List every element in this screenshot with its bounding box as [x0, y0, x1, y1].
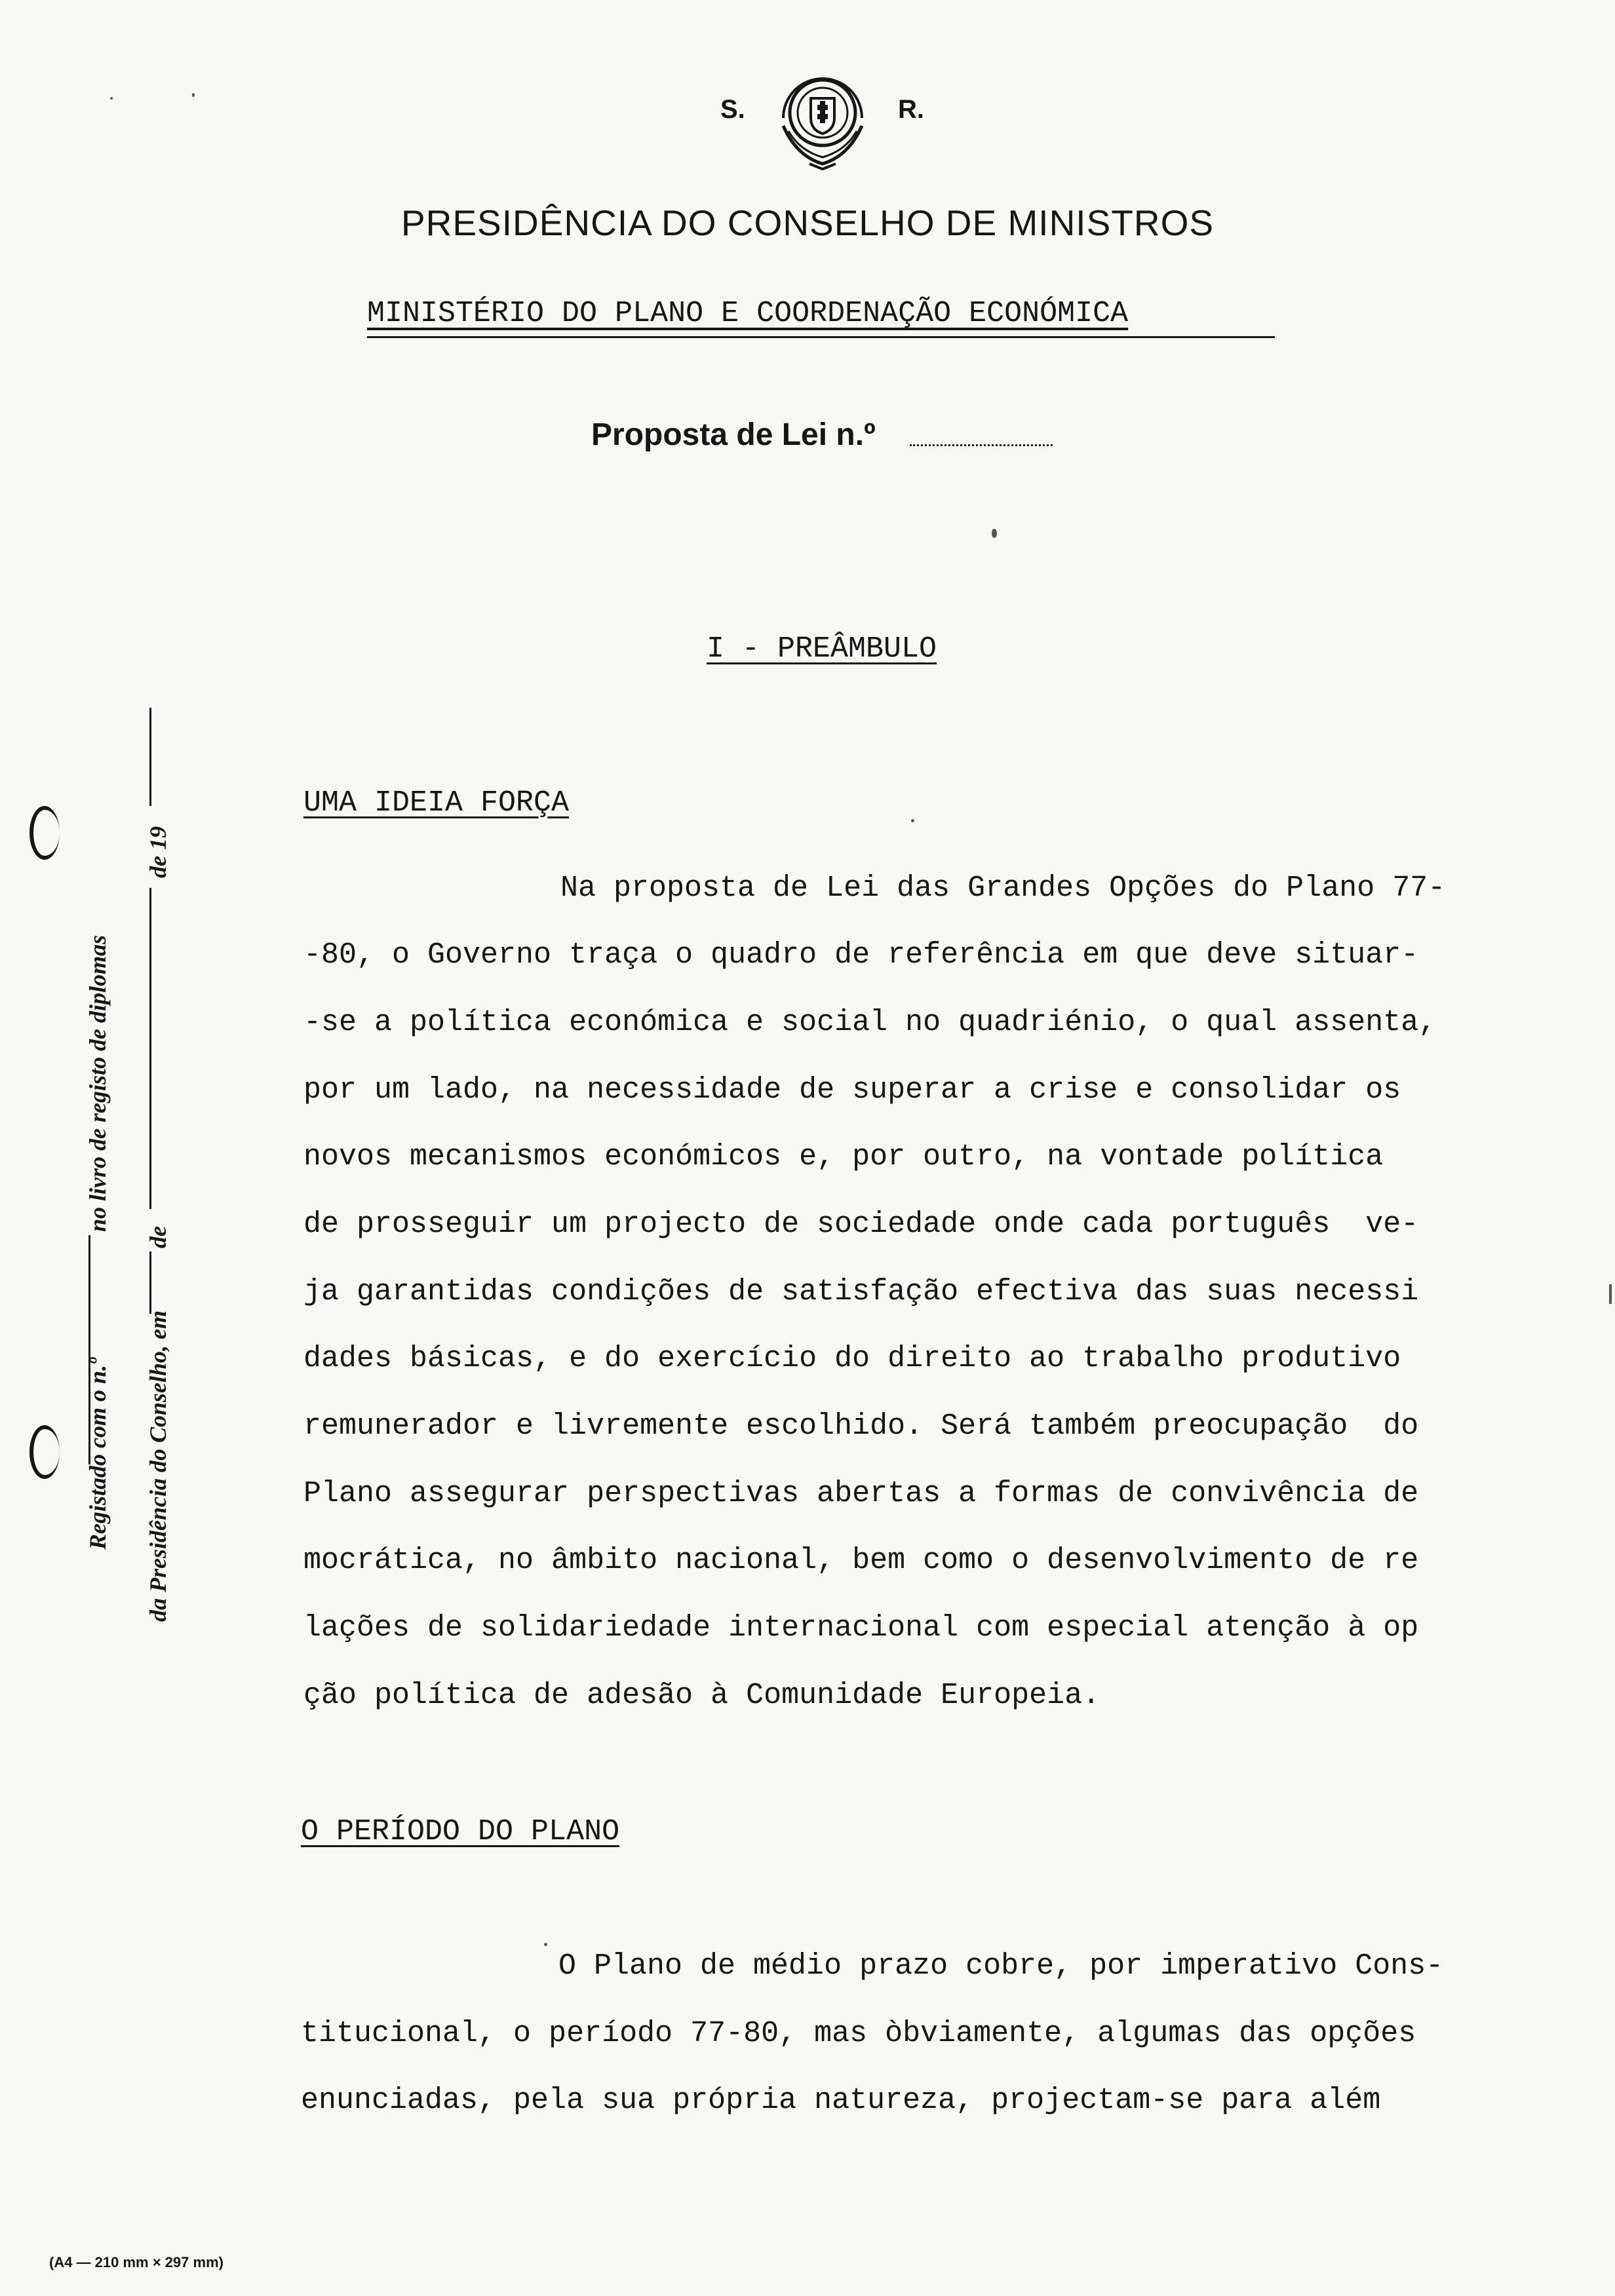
section-heading: O PERÍODO DO PLANO [301, 1815, 620, 1848]
paragraph-line: mocrática, no âmbito nacional, bem como o desenvolvimento de re [303, 1544, 1419, 1577]
presidency-title: PRESIDÊNCIA DO CONSELHO DE MINISTROS [400, 202, 1215, 243]
coat-of-arms-icon [770, 66, 875, 170]
paragraph-line: remunerador e livremente escolhido. Será também preocupação do [303, 1409, 1419, 1443]
paragraph-line: -se a política económica e social no quadriénio, o qual assenta, [303, 1006, 1437, 1039]
margin-year-line [144, 826, 172, 878]
section-heading: UMA IDEIA FORÇA [303, 786, 570, 820]
margin-presidency-label: da Presidência do Conselho, em [145, 1311, 171, 1622]
paragraph-line: ja garantidas condições de satisfação efectiva das suas necessi [303, 1275, 1419, 1309]
proposal-label: Proposta de Lei n.º [591, 417, 876, 452]
scan-mark [1609, 1284, 1612, 1304]
ministry-underline [367, 336, 1275, 338]
margin-blank-number [88, 1235, 90, 1464]
paragraph-line: de prosseguir um projecto de sociedade onde cada português ve- [303, 1208, 1419, 1241]
paragraph-line: por um lado, na necessidade de superar a crise e consolidar os [303, 1073, 1401, 1107]
header-letter-s: S. [720, 95, 745, 124]
margin-bracket-bottom [29, 1425, 60, 1479]
margin-blank-year [149, 708, 151, 806]
scan-mark [911, 819, 914, 822]
ministry-title: MINISTÉRIO DO PLANO E COORDENAÇÃO ECONÓMICA [367, 297, 1129, 330]
margin-blank-day [149, 1252, 151, 1314]
paragraph-line: dades básicas, e do exercício do direito ao trabalho produtivo [303, 1342, 1401, 1375]
margin-registered-label: Registado com o n.º [85, 1358, 111, 1550]
paper-format-note: (A4 — 210 mm × 297 mm) [49, 2254, 224, 2270]
margin-bracket-top [29, 806, 60, 860]
scan-mark [110, 97, 113, 100]
scan-mark [192, 93, 195, 97]
paragraph-line: novos mecanismos económicos e, por outro, na vontade política [303, 1140, 1384, 1174]
paragraph-line: titucional, o período 77-80, mas òbviamente, algumas das opções [301, 2017, 1416, 2050]
section-title: I - PREÂMBULO [707, 632, 937, 666]
paragraph-line: enunciadas, pela sua própria natureza, projectam-se para além [301, 2084, 1381, 2117]
margin-year-label: de 19 [145, 826, 171, 878]
margin-de-line [144, 1226, 172, 1248]
paragraph-line: -80, o Governo traça o quadro de referência em que deve situar- [303, 938, 1419, 972]
paragraph-line: ção política de adesão à Comunidade Europeia. [303, 1679, 1100, 1712]
paragraph-line: O Plano de médio prazo cobre, por imperativo Cons- [558, 1949, 1444, 1983]
scan-mark [992, 529, 997, 538]
paragraph-line: Plano assegurar perspectivas abertas a formas de convivência de [303, 1477, 1419, 1510]
margin-book-label: no livro de registo de diplomas [85, 935, 111, 1232]
margin-de-label: de [145, 1226, 171, 1248]
paragraph-line: Na proposta de Lei das Grandes Opções do Plano 77- [560, 871, 1446, 905]
margin-blank-month [149, 888, 151, 1209]
paragraph-line: lações de solidariedade internacional com especial atenção à op [303, 1611, 1419, 1645]
proposal-number-blank [910, 444, 1053, 446]
header-letter-r: R. [898, 95, 924, 124]
margin-presidency-line [144, 1311, 172, 1622]
scan-mark [544, 1943, 547, 1946]
margin-registration-line-b [84, 935, 111, 1232]
